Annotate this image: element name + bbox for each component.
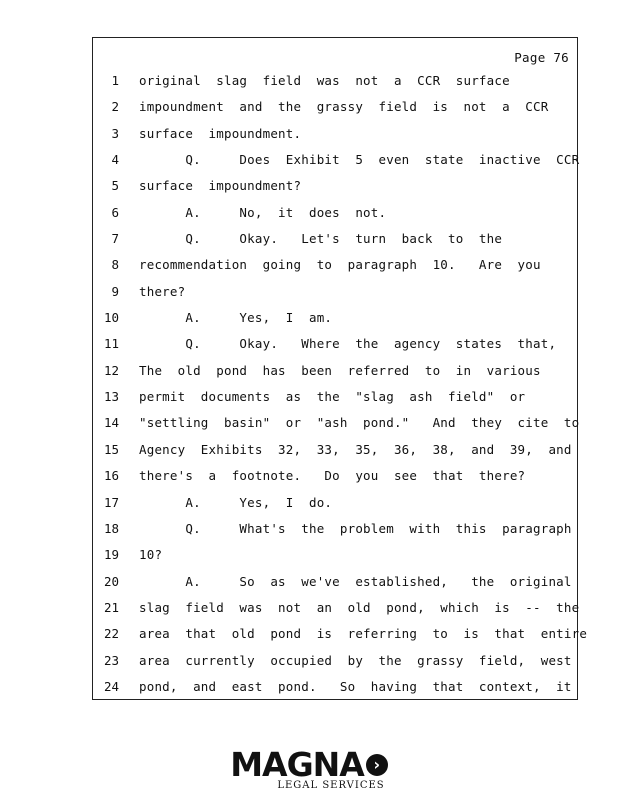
transcript-line: [93, 123, 577, 149]
line-number: 12: [103, 362, 119, 378]
transcript-line: [93, 360, 577, 386]
line-text: A. So as we've established, the original: [139, 573, 572, 589]
transcript-line: [93, 650, 577, 676]
line-text: slag field was not an old pond, which is -- the: [139, 599, 580, 615]
line-number: 4: [111, 152, 119, 168]
line-text: permit documents as the "slag ash field" or: [139, 389, 526, 405]
transcript-line: [93, 96, 577, 122]
line-text: Q. Does Exhibit 5 even state inactive CCR: [139, 152, 580, 168]
line-text: Q. Okay. Where the agency states that,: [139, 336, 557, 352]
line-number: 9: [111, 283, 119, 299]
line-text: A. Yes, I am.: [139, 310, 333, 326]
transcript-line: [93, 281, 577, 307]
line-number: 8: [111, 257, 119, 273]
line-text: 10?: [139, 547, 163, 563]
line-number: 18: [103, 520, 119, 536]
line-number: 3: [111, 125, 119, 141]
line-number: 15: [103, 441, 119, 457]
transcript-line: [93, 386, 577, 412]
line-number: 19: [103, 547, 119, 563]
transcript-line: [93, 544, 577, 570]
logo-word: MAGNA: [230, 745, 364, 784]
line-number: 5: [111, 178, 119, 194]
transcript-page: [92, 37, 588, 700]
line-number: 17: [103, 494, 119, 510]
transcript-line: [93, 465, 577, 491]
line-text: impoundment and the grassy field is not a CCR: [139, 99, 549, 115]
line-number: 13: [103, 389, 119, 405]
transcript-line: [93, 676, 577, 702]
line-text: Agency Exhibits 32, 33, 35, 36, 38, and 39, and: [139, 441, 572, 457]
magna-logo: [0, 745, 618, 784]
line-text: there?: [139, 283, 186, 299]
line-number: 20: [103, 573, 119, 589]
line-number: 1: [111, 73, 119, 88]
line-number: 21: [103, 599, 119, 615]
line-number: 23: [103, 652, 119, 668]
line-number: 6: [111, 204, 119, 220]
line-text: Q. What's the problem with this paragraph: [139, 520, 572, 536]
transcript-line: [93, 412, 580, 438]
line-number: 2: [111, 99, 119, 115]
line-number: 11: [103, 336, 119, 352]
transcript-line: [93, 228, 577, 254]
line-number: 22: [103, 626, 119, 642]
transcript-line: [93, 597, 580, 623]
transcript-lines: [93, 70, 588, 702]
chevron-right-circle-icon: ›: [366, 754, 388, 776]
transcript-line: [93, 492, 577, 518]
line-text: "settling basin" or "ash pond." And they cite to: [139, 415, 580, 431]
line-text: surface impoundment?: [139, 178, 302, 194]
transcript-line: [93, 70, 577, 96]
line-number: 7: [111, 231, 119, 247]
transcript-line: [93, 175, 577, 201]
line-text: A. No, it does not.: [139, 204, 387, 220]
transcript-line: [93, 202, 577, 228]
line-text: A. Yes, I do.: [139, 494, 333, 510]
line-text: there's a footnote. Do you see that there?: [139, 468, 526, 484]
transcript-line: [93, 149, 580, 175]
line-text: recommendation going to paragraph 10. Are you: [139, 257, 541, 273]
line-number: 16: [103, 468, 119, 484]
line-text: area that old pond is referring to is that entire: [139, 626, 588, 642]
transcript-line: [93, 439, 577, 465]
line-text: pond, and east pond. So having that context, it: [139, 678, 572, 694]
line-text: surface impoundment.: [139, 125, 302, 141]
line-text: area currently occupied by the grassy field, west: [139, 652, 572, 668]
line-text: original slag field was not a CCR surface: [139, 73, 510, 88]
line-text: Q. Okay. Let's turn back to the: [139, 231, 503, 247]
line-number: 10: [103, 310, 119, 326]
transcript-line: [93, 307, 577, 333]
transcript-line: [93, 623, 588, 649]
transcript-line: [93, 333, 577, 359]
page-number: Page 76: [514, 50, 569, 65]
line-number: 24: [103, 678, 119, 694]
transcript-line: [93, 518, 577, 544]
transcript-line: [93, 571, 577, 597]
logo-subtitle: LEGAL SERVICES: [277, 780, 385, 791]
transcript-line: [93, 254, 577, 280]
line-number: 14: [103, 415, 119, 431]
line-text: The old pond has been referred to in various: [139, 362, 541, 378]
